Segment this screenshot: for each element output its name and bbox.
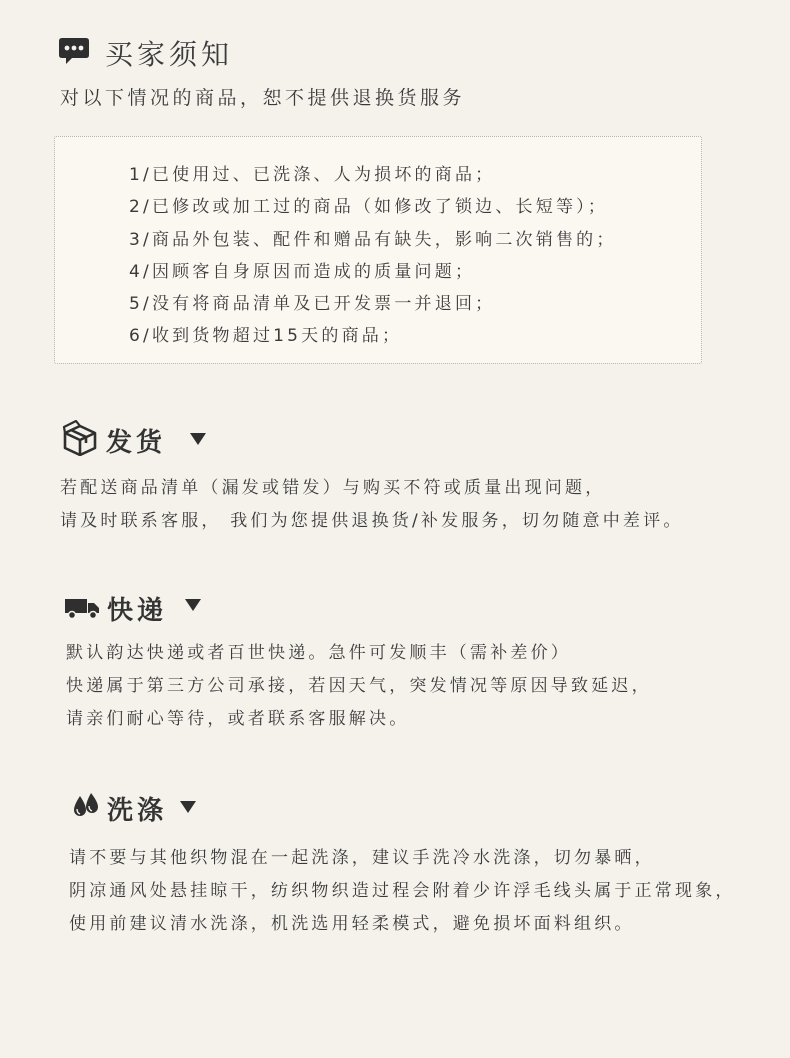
- express-title: 快递: [107, 596, 168, 626]
- chevron-down-icon[interactable]: [190, 433, 206, 445]
- notice-subtitle: 对以下情况的商品，恕不提供退换货服务: [60, 87, 466, 109]
- notice-title: 买家须知: [105, 38, 234, 71]
- speech-bubble-icon: [58, 36, 90, 66]
- shipping-line: 请及时联系客服， 我们为您提供退换货/补发服务，切勿随意中差评。: [60, 511, 684, 531]
- washing-line: 使用前建议清水洗涤，机洗选用轻柔模式，避免损坏面料组织。: [69, 914, 635, 934]
- rule-item: 1/已使用过、已洗涤、人为损坏的商品；: [129, 165, 496, 185]
- notice-rules-box: [54, 136, 702, 364]
- washing-section: [0, 780, 790, 940]
- rule-item: 2/已修改或加工过的商品（如修改了锁边、长短等）；: [129, 197, 609, 217]
- box-icon: [62, 420, 98, 456]
- express-line: 默认韵达快递或者百世快递。急件可发顺丰（需补差价）: [66, 643, 571, 663]
- chevron-down-icon[interactable]: [180, 801, 196, 813]
- washing-line: 阴凉通风处悬挂晾干，纺织物织造过程会附着少许浮毛线头属于正常现象，: [69, 881, 736, 901]
- water-drops-icon: [72, 792, 100, 820]
- rule-item: 5/没有将商品清单及已开发票一并退回；: [129, 294, 496, 314]
- notice-section: [0, 0, 790, 370]
- express-line: 请亲们耐心等待，或者联系客服解决。: [66, 709, 410, 729]
- chevron-down-icon[interactable]: [185, 599, 201, 611]
- truck-icon: [64, 596, 100, 620]
- express-line: 快递属于第三方公司承接，若因天气，突发情况等原因导致延迟，: [66, 676, 652, 696]
- express-section: [0, 580, 790, 730]
- shipping-section: [0, 410, 790, 540]
- washing-title: 洗涤: [107, 796, 168, 826]
- rule-item: 6/收到货物超过15天的商品；: [129, 326, 403, 346]
- rule-item: 4/因顾客自身原因而造成的质量问题；: [129, 262, 476, 282]
- rule-item: 3/商品外包装、配件和赠品有缺失，影响二次销售的；: [129, 230, 617, 250]
- shipping-line: 若配送商品清单（漏发或错发）与购买不符或质量出现问题，: [60, 478, 606, 498]
- washing-line: 请不要与其他织物混在一起洗涤，建议手洗冷水洗涤，切勿暴晒，: [69, 848, 655, 868]
- shipping-title: 发货: [106, 428, 167, 458]
